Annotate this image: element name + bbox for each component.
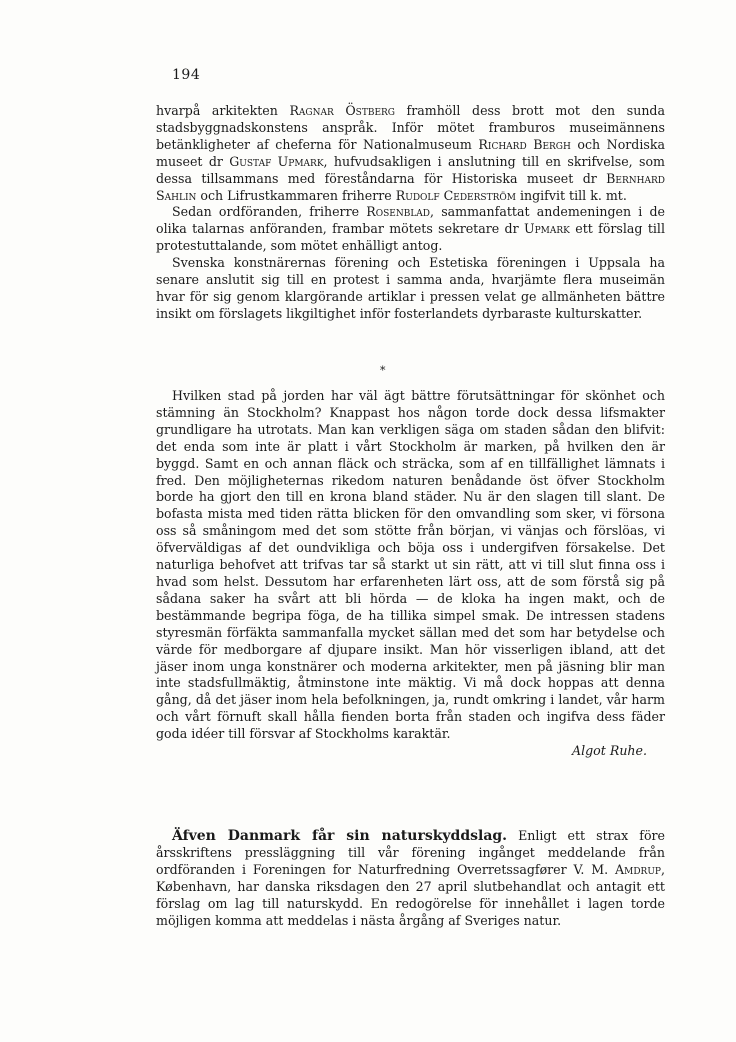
section-separator: * — [380, 364, 386, 377]
section-stockholm-essay — [156, 388, 665, 760]
section-heading: Äfven Danmark får sin naturskyddslag. — [172, 828, 508, 844]
paragraph-uppsala: Svenska konstnärernas förening och Estetiska föreningen i Uppsala ha senare anslutit sig till en protest i samma anda, hvarjämte flera museimän hvar för sig genom klargörande artiklar i pressen velat ge allmänheten bättre insikt om förslagets likgiltighet inför fosterlandets dyrbaraste kulturskatter. — [156, 255, 665, 321]
page-number: 194 — [172, 67, 201, 83]
person-name: Rudolf Cederström — [395, 187, 516, 203]
section-denmark — [156, 828, 665, 929]
section-museum-protest — [156, 103, 665, 323]
person-name: Rosenblad — [366, 204, 431, 220]
paragraph-stockholm: Hvilken stad på jorden har väl ägt bättre förutsättningar för skönhet och stämning än Stockholm? Knappast hos någon torde dock dessa lifsmakter grundligare ha utrotats. Man kan verkligen säga om staden sådan den blifvit: det enda som inte är platt i vårt Stockholm är marken, på hvilken den är byggd. Samt en och annan fläck och sträcka, som af en tillfällighet lämnats i fred. Den möjligheternas rikedom naturen benådande öst öfver Stockholm borde ha gjort den till en krona bland städer. Nu är den slagen till slant. De bofasta mista med tiden rätta blicken för den omvandling som sker, vi försona oss så småningom med det som stötte från början, vi vänjas och förslöas, vi öfverväldigas af det oundvikliga och böja oss i undergifven försakelse. Det naturliga behofvet att trifvas tar så starkt ut sin rätt, att vi till slut finna oss i hvad som helst. Dessutom har erfarenheten lärt oss, att de som förstå sig på sådana saker ha svårt att bli hörda — de kloka ha ingen makt, och de bestämmande begripa föga, de ha tillika simpel smak. De intressen stadens styresmän förfäkta sammanfalla mycket sällan med det som har betydelse och värde för medborgare af djupare insikt. Man hör visserligen ibland, att det jäser inom unga konstnärer och moderna arkitekter, men på jäsning blir man inte stadsfullmäktig, åtminstone inte mäktig. Vi må dock hoppas att denna gång, då det jäser inom hela befolkningen, ja, rundt omkring i landet, vår harm och vårt förnuft skall hålla fienden borta från staden och ingifva dess fäder goda idéer till försvar af Stockholms karaktär. — [156, 388, 665, 742]
person-name: Amdrup — [615, 861, 661, 877]
paragraph-denmark: Äfven Danmark får sin naturskyddslag. Enligt ett strax före årsskriftens pressläggning till vår förening ingånget meddelande från ordföranden i Foreningen for Naturfredning Overretssagfører V. M. Amdrup, København, har danska riksdagen den 27 april slutbehandlat och antagit ett förslag om lag till naturskydd. En redogörelse för innehållet i lagen torde möjligen komma att meddelas i nästa årgång af Sveriges natur. — [156, 828, 665, 928]
person-name: Richard Bergh — [478, 136, 571, 152]
author-signature: Algot Ruhe. — [572, 743, 647, 759]
person-name: Ragnar Östberg — [289, 103, 395, 118]
paragraph-ostberg: hvarpå arkitekten Ragnar Östberg framhöll dess brott mot den sunda stadsbyggnadskonstens anspråk. Inför mötet framburos museimännens betänkligheter af cheferna för Nationalmuseum Richard Bergh och Nordiska museet dr Gustaf Upmark, hufvudsakligen i anslutning till en skrifvelse, som dessa tillsammans med föreståndarna för Historiska museet dr Bernhard Sahlin och Lifrustkammaren friherre Rudolf Cederström ingifvit till k. mt. — [156, 103, 666, 203]
person-name: Gustaf Upmark — [229, 153, 324, 169]
person-name: Upmark — [524, 221, 570, 237]
person-name: Bernhard Sahlin — [156, 170, 665, 203]
paragraph-rosenblad: Sedan ordföranden, friherre Rosenblad, sammanfattat andemeningen i de olika talarnas anföranden, frambar mötets sekretare dr Upmark ett förslag till protestuttalande, som mötet enhälligt antog. — [156, 204, 665, 254]
